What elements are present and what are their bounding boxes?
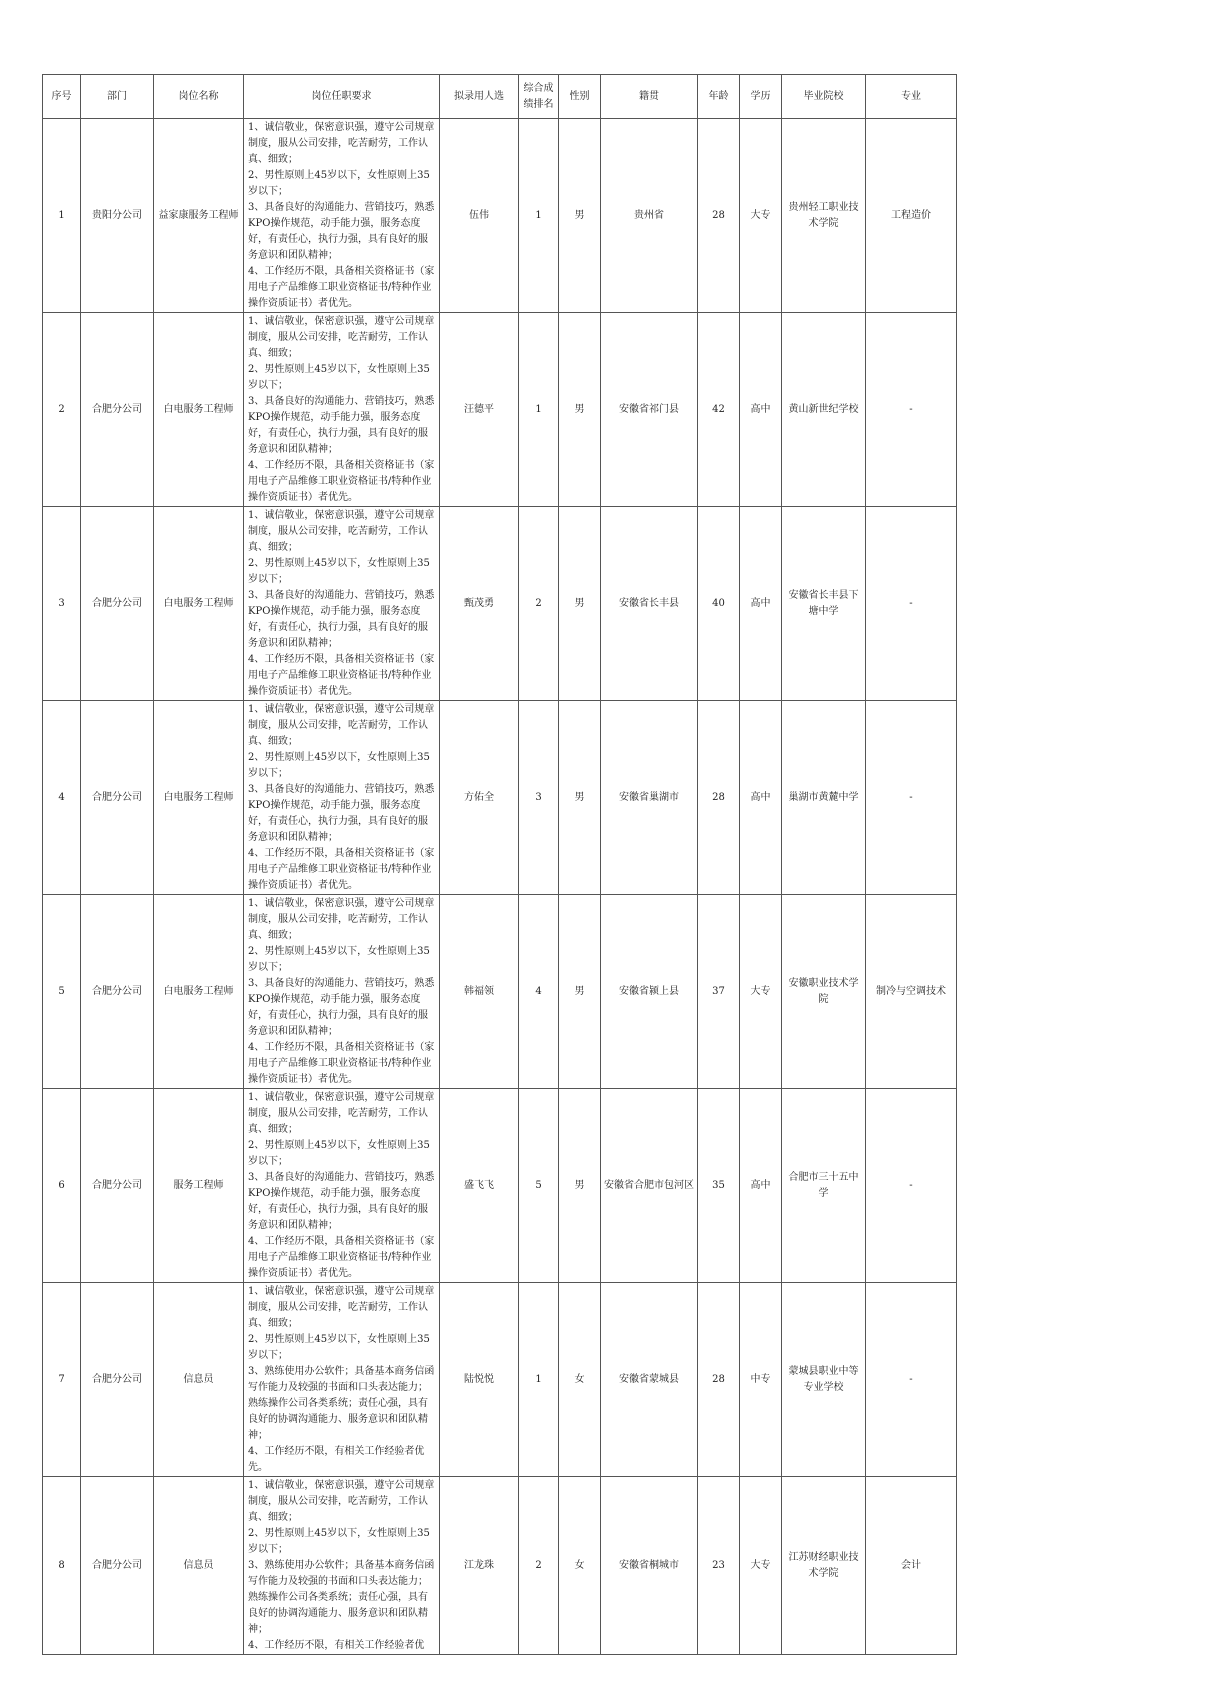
cell-school: 贵州轻工职业技术学院 [782, 119, 866, 313]
col-header-dept: 部门 [81, 75, 154, 119]
cell-post: 白电服务工程师 [154, 507, 244, 701]
table-row [43, 313, 957, 507]
col-header-gender: 性别 [559, 75, 601, 119]
cell-no: 6 [43, 1089, 81, 1283]
cell-candidate: 江龙珠 [440, 1477, 519, 1655]
cell-major: - [866, 313, 957, 507]
cell-gender: 女 [559, 1283, 601, 1477]
cell-candidate: 甄茂勇 [440, 507, 519, 701]
cell-candidate: 汪德平 [440, 313, 519, 507]
cell-no: 1 [43, 119, 81, 313]
col-header-origin: 籍贯 [601, 75, 698, 119]
cell-origin: 安徽省蒙城县 [601, 1283, 698, 1477]
cell-age: 42 [698, 313, 740, 507]
table-row [43, 1283, 957, 1477]
cell-school: 安徽省长丰县下塘中学 [782, 507, 866, 701]
cell-rank: 5 [519, 1089, 559, 1283]
cell-age: 35 [698, 1089, 740, 1283]
cell-gender: 男 [559, 1089, 601, 1283]
cell-school: 江苏财经职业技术学院 [782, 1477, 866, 1655]
cell-post: 益家康服务工程师 [154, 119, 244, 313]
cell-dept: 贵阳分公司 [81, 119, 154, 313]
cell-no: 2 [43, 313, 81, 507]
cell-dept: 合肥分公司 [81, 1477, 154, 1655]
cell-post: 白电服务工程师 [154, 313, 244, 507]
cell-origin: 安徽省巢湖市 [601, 701, 698, 895]
cell-school: 黄山新世纪学校 [782, 313, 866, 507]
cell-education: 高中 [740, 507, 782, 701]
cell-rank: 1 [519, 1283, 559, 1477]
cell-requirements: 1、诚信敬业，保密意识强，遵守公司规章制度，服从公司安排，吃苦耐劳，工作认真、细致； 2、男性原则上45岁以下，女性原则上35岁以下； 3、具备良好的沟通能力、营销技巧，熟悉KPO操作规范，动手能力强，服务态度好，有责任心，执行力强，具有良好的服务意识和团队精神； 4、工作经历不限，具备相关资格证书（家用电子产品维修工职业资格证书/特种作业操作资质证书）者优先。 [244, 895, 440, 1089]
cell-rank: 2 [519, 1477, 559, 1655]
cell-age: 28 [698, 119, 740, 313]
cell-major: - [866, 1283, 957, 1477]
cell-education: 高中 [740, 1089, 782, 1283]
cell-major: 制冷与空调技术 [866, 895, 957, 1089]
cell-age: 23 [698, 1477, 740, 1655]
cell-school: 合肥市三十五中学 [782, 1089, 866, 1283]
cell-dept: 合肥分公司 [81, 1283, 154, 1477]
cell-gender: 女 [559, 1477, 601, 1655]
cell-school: 巢湖市黄麓中学 [782, 701, 866, 895]
col-header-education: 学历 [740, 75, 782, 119]
cell-requirements: 1、诚信敬业，保密意识强，遵守公司规章制度，服从公司安排，吃苦耐劳，工作认真、细致； 2、男性原则上45岁以下，女性原则上35岁以下； 3、具备良好的沟通能力、营销技巧，熟悉KPO操作规范，动手能力强，服务态度好，有责任心，执行力强，具有良好的服务意识和团队精神； 4、工作经历不限，具备相关资格证书（家用电子产品维修工职业资格证书/特种作业操作资质证书）者优先。 [244, 313, 440, 507]
cell-major: - [866, 1089, 957, 1283]
cell-age: 40 [698, 507, 740, 701]
candidate-table [42, 74, 957, 1655]
cell-education: 大专 [740, 119, 782, 313]
cell-dept: 合肥分公司 [81, 895, 154, 1089]
cell-gender: 男 [559, 701, 601, 895]
cell-no: 3 [43, 507, 81, 701]
cell-education: 高中 [740, 313, 782, 507]
cell-origin: 安徽省桐城市 [601, 1477, 698, 1655]
table-row [43, 701, 957, 895]
col-header-post: 岗位名称 [154, 75, 244, 119]
cell-education: 大专 [740, 895, 782, 1089]
col-header-no: 序号 [43, 75, 81, 119]
cell-requirements: 1、诚信敬业，保密意识强，遵守公司规章制度，服从公司安排，吃苦耐劳，工作认真、细致； 2、男性原则上45岁以下，女性原则上35岁以下； 3、具备良好的沟通能力、营销技巧，熟悉KPO操作规范，动手能力强，服务态度好，有责任心，执行力强，具有良好的服务意识和团队精神； 4、工作经历不限，具备相关资格证书（家用电子产品维修工职业资格证书/特种作业操作资质证书）者优先。 [244, 507, 440, 701]
cell-post: 信息员 [154, 1477, 244, 1655]
cell-dept: 合肥分公司 [81, 313, 154, 507]
cell-post: 信息员 [154, 1283, 244, 1477]
cell-requirements: 1、诚信敬业，保密意识强，遵守公司规章制度，服从公司安排，吃苦耐劳，工作认真、细致； 2、男性原则上45岁以下，女性原则上35岁以下； 3、具备良好的沟通能力、营销技巧，熟悉KPO操作规范，动手能力强，服务态度好，有责任心，执行力强，具有良好的服务意识和团队精神； 4、工作经历不限，具备相关资格证书（家用电子产品维修工职业资格证书/特种作业操作资质证书）者优先。 [244, 1089, 440, 1283]
cell-origin: 安徽省祁门县 [601, 313, 698, 507]
col-header-major: 专业 [866, 75, 957, 119]
col-header-rank: 综合成绩排名 [519, 75, 559, 119]
table-body [43, 119, 957, 1655]
cell-no: 4 [43, 701, 81, 895]
cell-rank: 1 [519, 313, 559, 507]
cell-age: 37 [698, 895, 740, 1089]
cell-major: 会计 [866, 1477, 957, 1655]
cell-gender: 男 [559, 313, 601, 507]
cell-candidate: 盛飞飞 [440, 1089, 519, 1283]
cell-no: 8 [43, 1477, 81, 1655]
col-header-requirements: 岗位任职要求 [244, 75, 440, 119]
cell-candidate: 韩福领 [440, 895, 519, 1089]
cell-requirements: 1、诚信敬业，保密意识强，遵守公司规章制度，服从公司安排，吃苦耐劳，工作认真、细致； 2、男性原则上45岁以下，女性原则上35岁以下； 3、具备良好的沟通能力、营销技巧，熟悉KPO操作规范，动手能力强，服务态度好，有责任心，执行力强，具有良好的服务意识和团队精神； 4、工作经历不限，具备相关资格证书（家用电子产品维修工职业资格证书/特种作业操作资质证书）者优先。 [244, 119, 440, 313]
cell-post: 白电服务工程师 [154, 701, 244, 895]
cell-post: 服务工程师 [154, 1089, 244, 1283]
cell-requirements: 1、诚信敬业，保密意识强，遵守公司规章制度，服从公司安排，吃苦耐劳，工作认真、细致； 2、男性原则上45岁以下，女性原则上35岁以下； 3、熟练使用办公软件；具备基本商务信函写作能力及较强的书面和口头表达能力；熟练操作公司各类系统；责任心强，具有良好的协调沟通能力、服务意识和团队精神； 4、工作经历不限，有相关工作经验者优先。 [244, 1283, 440, 1477]
cell-gender: 男 [559, 507, 601, 701]
col-header-age: 年龄 [698, 75, 740, 119]
cell-post: 白电服务工程师 [154, 895, 244, 1089]
cell-school: 安徽职业技术学院 [782, 895, 866, 1089]
cell-requirements: 1、诚信敬业，保密意识强，遵守公司规章制度，服从公司安排，吃苦耐劳，工作认真、细致； 2、男性原则上45岁以下，女性原则上35岁以下； 3、具备良好的沟通能力、营销技巧，熟悉KPO操作规范，动手能力强，服务态度好，有责任心，执行力强，具有良好的服务意识和团队精神； 4、工作经历不限，具备相关资格证书（家用电子产品维修工职业资格证书/特种作业操作资质证书）者优先。 [244, 701, 440, 895]
cell-age: 28 [698, 701, 740, 895]
cell-origin: 安徽省颍上县 [601, 895, 698, 1089]
cell-rank: 2 [519, 507, 559, 701]
cell-major: - [866, 507, 957, 701]
cell-requirements: 1、诚信敬业，保密意识强，遵守公司规章制度，服从公司安排，吃苦耐劳，工作认真、细致； 2、男性原则上45岁以下，女性原则上35岁以下； 3、熟练使用办公软件；具备基本商务信函写作能力及较强的书面和口头表达能力；熟练操作公司各类系统；责任心强，具有良好的协调沟通能力、服务意识和团队精神； 4、工作经历不限，有相关工作经验者优 [244, 1477, 440, 1655]
cell-candidate: 伍伟 [440, 119, 519, 313]
cell-gender: 男 [559, 895, 601, 1089]
cell-rank: 4 [519, 895, 559, 1089]
cell-rank: 1 [519, 119, 559, 313]
table-row [43, 1477, 957, 1655]
cell-dept: 合肥分公司 [81, 1089, 154, 1283]
cell-candidate: 方佑全 [440, 701, 519, 895]
cell-major: - [866, 701, 957, 895]
table-row [43, 119, 957, 313]
cell-rank: 3 [519, 701, 559, 895]
table-header-row [43, 75, 957, 119]
table-row [43, 895, 957, 1089]
table-row [43, 507, 957, 701]
cell-candidate: 陆悦悦 [440, 1283, 519, 1477]
cell-major: 工程造价 [866, 119, 957, 313]
table-row [43, 1089, 957, 1283]
cell-education: 大专 [740, 1477, 782, 1655]
cell-dept: 合肥分公司 [81, 701, 154, 895]
col-header-school: 毕业院校 [782, 75, 866, 119]
cell-gender: 男 [559, 119, 601, 313]
cell-education: 高中 [740, 701, 782, 895]
cell-education: 中专 [740, 1283, 782, 1477]
cell-school: 蒙城县职业中等专业学校 [782, 1283, 866, 1477]
cell-no: 7 [43, 1283, 81, 1477]
col-header-candidate: 拟录用人选 [440, 75, 519, 119]
cell-origin: 贵州省 [601, 119, 698, 313]
cell-age: 28 [698, 1283, 740, 1477]
cell-origin: 安徽省合肥市包河区 [601, 1089, 698, 1283]
cell-origin: 安徽省长丰县 [601, 507, 698, 701]
cell-dept: 合肥分公司 [81, 507, 154, 701]
cell-no: 5 [43, 895, 81, 1089]
